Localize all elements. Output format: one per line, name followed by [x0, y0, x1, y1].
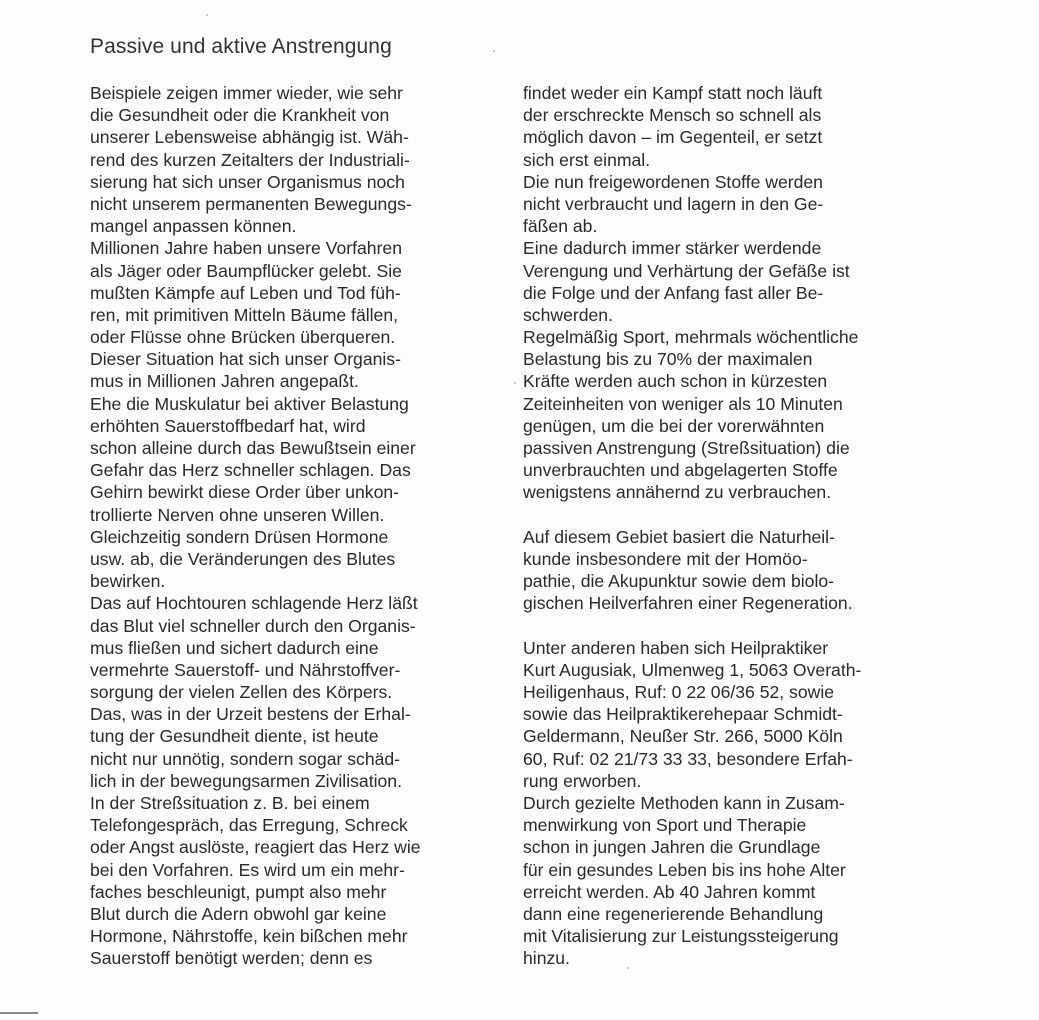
left-column-text-line: schon alleine durch das Bewußtsein einer — [90, 438, 416, 458]
right-column-text-line: Kurt Augusiak, Ulmenweg 1, 5063 Overath- — [523, 659, 862, 680]
article-title: Passive und aktive Anstrengung — [90, 35, 392, 58]
left-column-text-line: als Jäger oder Baumpflücker gelebt. Sie — [90, 260, 402, 281]
left-column-text-line: erhöhten Sauerstoffbedarf hat, wird — [90, 415, 366, 436]
right-column-text-line: schwerden. — [523, 304, 613, 325]
right-column-text-line: Belastung bis zu 70% der maximalen — [523, 349, 813, 370]
left-column-text-line: mus fließen und sichert dadurch eine — [90, 637, 379, 658]
left-column-text-line: Sauerstoff benötigt werden; denn es — [90, 948, 373, 969]
right-column-text-line: Verengung und Verhärtung der Gefäße ist — [523, 260, 850, 281]
scan-edge-mark — [0, 1012, 38, 1014]
left-column-text-line: Dieser Situation hat sich unser Organis- — [90, 349, 401, 370]
left-column-text-line: nicht unserem permanenten Bewegungs- — [90, 193, 412, 214]
left-column-text-line: vermehrte Sauerstoff- und Nährstoffver- — [90, 659, 401, 680]
right-column-text-line: Eine dadurch immer stärker werdende — [523, 238, 822, 259]
left-column-text-line: Blut durch die Adern obwohl gar keine — [90, 903, 387, 924]
right-column-text-line: sowie das Heilpraktikerehepaar Schmidt- — [523, 704, 843, 725]
right-column-text-line: erreicht werden. Ab 40 Jahren kommt — [523, 881, 816, 902]
right-column-text-line: Geldermann, Neußer Str. 266, 5000 Köln — [523, 726, 843, 747]
right-column-text-line: 60, Ruf: 02 21/73 33 33, besondere Erfah- — [523, 748, 853, 769]
right-column-text-line: Zeiteinheiten von weniger als 10 Minuten — [523, 393, 843, 414]
right-column-text-line: Heiligenhaus, Ruf: 0 22 06/36 52, sowie — [523, 682, 835, 703]
right-column-text-line: menwirkung von Sport und Therapie — [523, 815, 807, 836]
left-column-text-line: trollierte Nerven ohne unseren Willen. — [90, 504, 385, 525]
left-column-text-line: Gleichzeitig sondern Drüsen Hormone — [90, 526, 389, 547]
scan-speck — [206, 14, 208, 16]
left-column-text-line: mus in Millionen Jahren angepaßt. — [90, 371, 359, 392]
right-column-text-line: Regelmäßig Sport, mehrmals wöchentliche — [523, 327, 859, 348]
right-column-text-line: die Folge und der Anfang fast aller Be- — [523, 282, 824, 303]
left-column-text-line: Gehirn bewirkt diese Order über unkon- — [90, 482, 400, 503]
left-column-text-line: lich in der bewegungsarmen Zivilisation. — [90, 770, 402, 791]
paragraph-gap — [523, 504, 953, 526]
left-column-text-line: Gefahr das Herz schneller schlagen. Das — [90, 460, 411, 481]
right-column-text-line: findet weder ein Kampf statt noch läuft — [523, 83, 823, 103]
left-column-text-line: faches beschleunigt, pumpt also mehr — [90, 881, 387, 902]
right-column-text-line: fäßen ab. — [523, 216, 598, 237]
left-column-text-line: sierung hat sich unser Organismus noch — [90, 171, 405, 192]
left-column-text-line: oder Angst auslöste, reagiert das Herz wie — [90, 837, 421, 858]
left-column-text-line: Das auf Hochtouren schlagende Herz läßt — [90, 593, 418, 614]
paragraph-gap — [523, 615, 953, 637]
right-column-text-line: wenigstens annähernd zu verbrauchen. — [523, 482, 832, 503]
left-column-text-line: bei den Vorfahren. Es wird um ein mehr- — [90, 859, 405, 880]
left-column-text-line: In der Streßsituation z. B. bei einem — [90, 793, 370, 813]
left-column-text-line: Ehe die Muskulatur bei aktiver Belastung — [90, 393, 409, 414]
left-column-text-line: usw. ab, die Veränderungen des Blutes — [90, 548, 396, 569]
left-column-text-line: mußten Kämpfe auf Leben und Tod füh- — [90, 282, 401, 303]
right-column-text-line: pathie, die Akupunktur sowie dem biolo- — [523, 571, 835, 592]
right-column-text-line: Durch gezielte Methoden kann in Zusam- — [523, 793, 845, 813]
right-column-text-line: unverbrauchten und abgelagerten Stoffe — [523, 460, 838, 481]
left-column-text-line: ren, mit primitiven Mitteln Bäume fällen, — [90, 304, 399, 325]
right-column-text-line: Die nun freigewordenen Stoffe werden — [523, 171, 823, 192]
right-column-text-line: mit Vitalisierung zur Leistungssteigerung — [523, 926, 839, 947]
right-column-text-line: Auf diesem Gebiet basiert die Naturheil- — [523, 526, 835, 547]
right-column-text-line: Kräfte werden auch schon in kürzesten — [523, 371, 828, 392]
right-text-column — [523, 82, 953, 970]
right-column-text-line: hinzu. — [523, 948, 570, 969]
scan-speck — [493, 50, 495, 52]
right-column-text-line: nicht verbraucht und lagern in den Ge- — [523, 193, 824, 214]
right-column-text-line: sich erst einmal. — [523, 149, 651, 170]
right-column-text-line: der erschreckte Mensch so schnell als — [523, 105, 822, 126]
left-column-text-line: bewirken. — [90, 571, 166, 592]
left-column-text-line: sorgung der vielen Zellen des Körpers. — [90, 682, 393, 703]
left-column-text-line: oder Flüsse ohne Brücken überqueren. — [90, 327, 396, 348]
left-column-text-line: nicht nur unnötig, sondern sogar schäd- — [90, 748, 401, 769]
left-column-text-line: Telefongespräch, das Erregung, Schreck — [90, 815, 408, 836]
left-column-text-line: Beispiele zeigen immer wieder, wie sehr — [90, 83, 403, 103]
right-column-text-line: gischen Heilverfahren einer Regeneration. — [523, 593, 853, 614]
right-column-text-line: dann eine regenerierende Behandlung — [523, 903, 824, 924]
left-column-text-line: rend des kurzen Zeitalters der Industriali- — [90, 149, 410, 170]
right-column-text-line: möglich davon – im Gegenteil, er setzt — [523, 127, 823, 148]
right-column-text-line: rung erworben. — [523, 770, 642, 791]
right-column-text-line: für ein gesundes Leben bis ins hohe Alter — [523, 859, 846, 880]
left-column-text-line: mangel anpassen können. — [90, 216, 297, 237]
left-column-text-line: tung der Gesundheit diente, ist heute — [90, 726, 379, 747]
left-column-text-line: Hormone, Nährstoffe, kein bißchen mehr — [90, 926, 408, 947]
right-column-text-line: Unter anderen haben sich Heilpraktiker — [523, 637, 829, 658]
left-column-text-line: Millionen Jahre haben unsere Vorfahren — [90, 238, 403, 259]
left-column-text-line: die Gesundheit oder die Krankheit von — [90, 105, 390, 126]
right-column-text-line: passiven Anstrengung (Streßsituation) die — [523, 438, 850, 458]
left-column-text-line: das Blut viel schneller durch den Organis- — [90, 615, 416, 636]
scan-speck — [514, 382, 516, 384]
right-column-text-line: schon in jungen Jahren die Grundlage — [523, 837, 821, 858]
scan-speck — [627, 967, 629, 969]
left-column-text-line: unserer Lebensweise abhängig ist. Wäh- — [90, 127, 409, 148]
right-column-text-line: kunde insbesondere mit der Homöo- — [523, 548, 808, 569]
left-column-text-line: Das, was in der Urzeit bestens der Erhal- — [90, 704, 411, 725]
right-column-text-line: genügen, um die bei der vorerwähnten — [523, 415, 825, 436]
left-text-column — [90, 82, 510, 970]
